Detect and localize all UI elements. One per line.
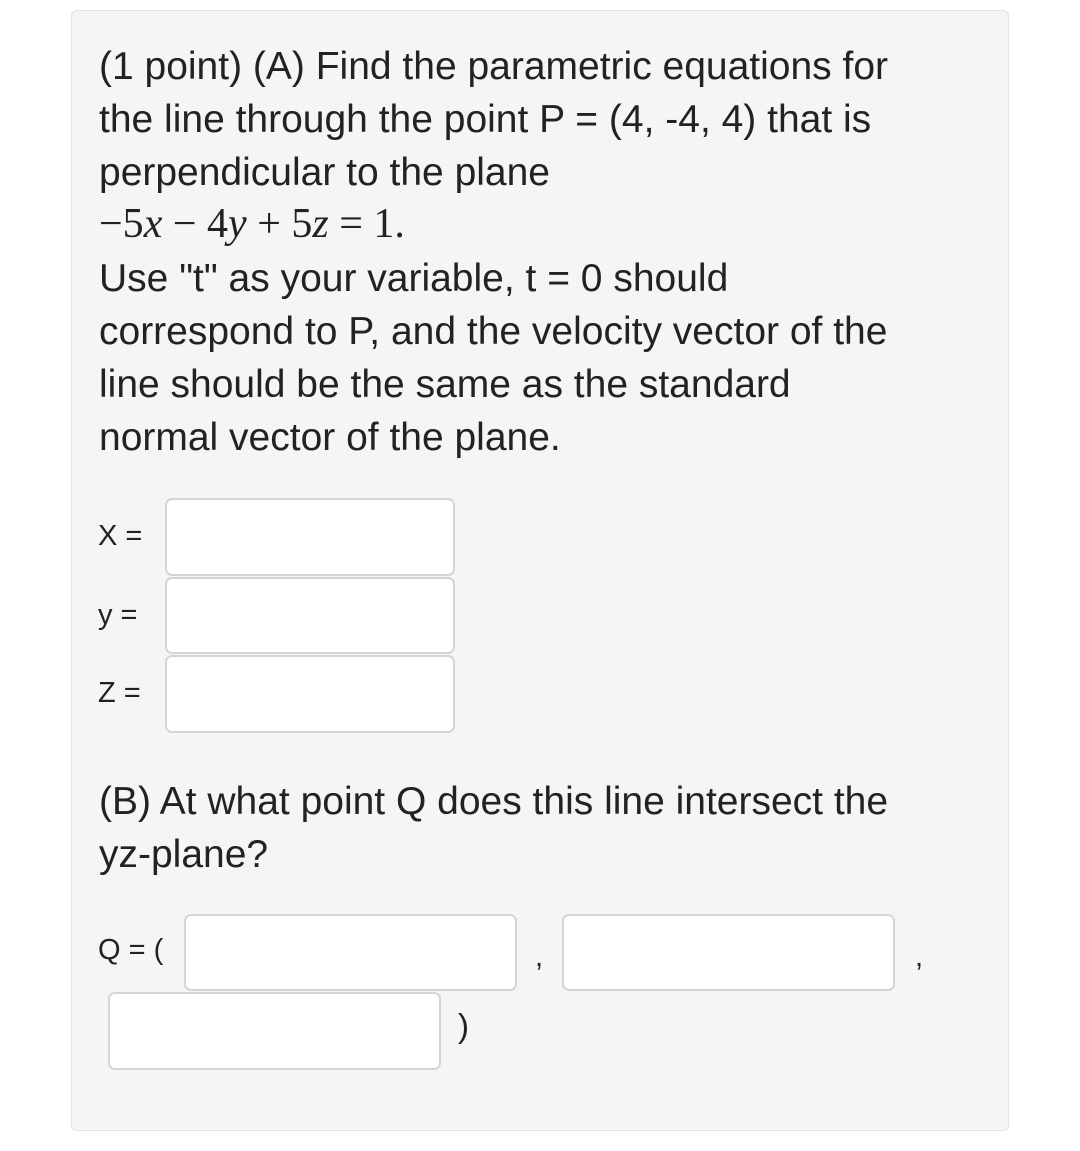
q-label: Q = ( (98, 934, 164, 966)
problem-card (71, 10, 1009, 1131)
z-input[interactable] (165, 655, 455, 733)
eq-var-y: y (228, 201, 247, 247)
problem-text-line-6: correspond to P, and the velocity vector of the (99, 310, 888, 353)
eq-coef-1: −5 (99, 201, 144, 247)
comma-separator-2: , (915, 941, 924, 973)
eq-rhs: = 1. (328, 201, 405, 247)
close-paren: ) (458, 1007, 469, 1044)
x-label: X = (98, 520, 143, 552)
eq-var-x: x (143, 201, 163, 247)
problem-text-line-5: Use "t" as your variable, t = 0 should (99, 257, 729, 300)
plane-equation (99, 198, 405, 251)
comma-separator-1: , (535, 941, 544, 973)
problem-text-line-3: perpendicular to the plane (99, 151, 550, 194)
q-y-input[interactable] (562, 914, 895, 991)
x-input[interactable] (165, 498, 455, 576)
problem-text-line-2: the line through the point P = (4, -4, 4) that is (99, 98, 872, 141)
z-label: Z = (98, 677, 141, 709)
q-z-input[interactable] (108, 992, 441, 1070)
eq-coef-2: − 4 (162, 201, 229, 247)
y-input[interactable] (165, 577, 455, 654)
part-b-line-2: yz-plane? (99, 833, 269, 876)
y-label: y = (98, 599, 138, 631)
problem-text-line-7: line should be the same as the standard (99, 363, 791, 406)
eq-var-z: z (312, 201, 329, 247)
problem-text-line-1: (1 point) (A) Find the parametric equations for (99, 45, 889, 88)
problem-text-line-8: normal vector of the plane. (99, 416, 561, 459)
q-x-input[interactable] (184, 914, 517, 991)
eq-coef-3: + 5 (246, 201, 313, 247)
part-b-line-1: (B) At what point Q does this line intersect the (99, 780, 889, 823)
